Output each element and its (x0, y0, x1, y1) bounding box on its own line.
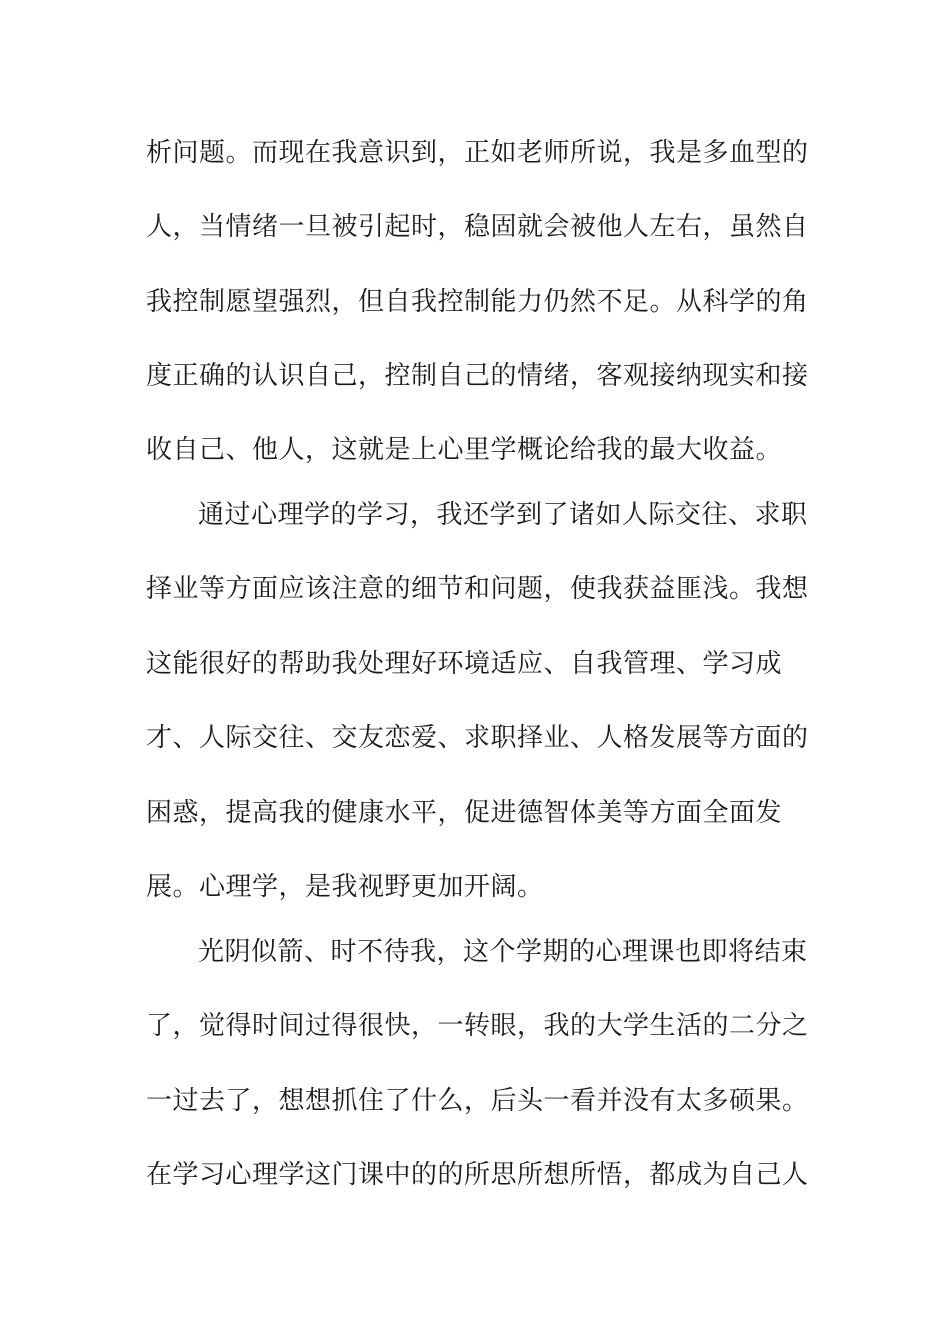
text-line: 一过去了，想想抓住了什么，后头一看并没有太多硕果。 (146, 1086, 809, 1116)
text-line: 人，当情绪一旦被引起时，稳固就会被他人左右，虽然自 (146, 212, 809, 242)
text-line: 这能很好的帮助我处理好环境适应、自我管理、学习成 (146, 649, 783, 679)
text-line: 在学习心理学这门课中的的所思所想所悟，都成为自己人 (146, 1160, 809, 1190)
text-line: 析问题。而现在我意识到，正如老师所说，我是多血型的 (146, 138, 809, 168)
text-line: 展。心理学，是我视野更加开阔。 (146, 872, 544, 902)
text-line: 了，觉得时间过得很快，一转眼，我的大学生活的二分之 (146, 1011, 809, 1041)
text-line: 才、人际交往、交友恋爱、求职择业、人格发展等方面的 (146, 723, 809, 753)
text-line: 择业等方面应该注意的细节和问题，使我获益匪浅。我想 (146, 574, 809, 604)
text-line: 困惑，提高我的健康水平，促进德智体美等方面全面发 (146, 798, 783, 828)
paragraph-first-line: 光阴似箭、时不待我，这个学期的心理课也即将结束 (198, 937, 808, 967)
paragraph-first-line: 通过心理学的学习，我还学到了诸如人际交往、求职 (198, 500, 808, 530)
text-line: 收自己、他人，这就是上心里学概论给我的最大收益。 (146, 435, 783, 465)
text-line: 我控制愿望强烈，但自我控制能力仍然不足。从科学的角 (146, 287, 809, 317)
text-line: 度正确的认识自己，控制自己的情绪，客观接纳现实和接 (146, 361, 809, 391)
